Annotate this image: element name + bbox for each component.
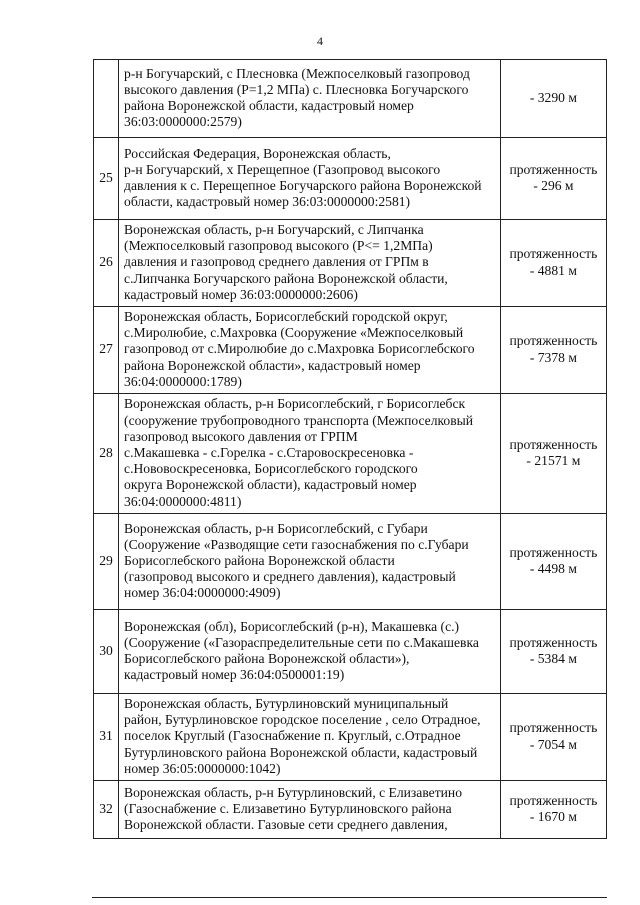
length-cell <box>500 307 606 394</box>
length-cell <box>500 394 606 514</box>
length-value: - 7054 м <box>529 736 577 752</box>
description-line: с.Липчанка Богучарского района Воронежской области, <box>124 270 448 286</box>
object-description <box>119 60 501 138</box>
length-cell <box>500 694 606 781</box>
length-value: - 1670 м <box>529 809 577 825</box>
length-value: - 296 м <box>533 178 574 193</box>
table-row <box>94 138 607 220</box>
object-description <box>119 394 501 514</box>
description-line: с.Макашевка - с.Горелка - с.Старовоскресеновка - <box>124 444 414 460</box>
description-line: давления и газопровод среднего давления от ГРПм в <box>124 254 429 270</box>
object-description <box>119 220 501 307</box>
length-cell <box>500 781 606 839</box>
description-line: кадастровый номер 36:04:0500001:19) <box>124 667 345 683</box>
description-line: р-н Богучарский, х Перещепное (Газопровод высокого <box>124 161 441 177</box>
row-number <box>94 60 119 138</box>
length-value: - 4498 м <box>529 561 577 577</box>
length-label: протяженность <box>509 544 598 560</box>
length-cell <box>500 60 606 138</box>
description-line: номер 36:04:0000000:4909) <box>124 585 281 601</box>
description-line: (Газоснабжение с. Елизаветино Бутурлиновского района <box>124 800 452 816</box>
description-line: район, Бутурлиновское городское поселение , село Отрадное, <box>124 712 481 728</box>
description-line: Воронежская область, р-н Бутурлиновский, с Елизаветино <box>124 784 462 800</box>
description-line: с.Нововоскресеновка, Борисоглебского городского <box>124 461 418 477</box>
registry-table-body <box>94 60 607 839</box>
length-value: - 21571 м <box>526 453 581 469</box>
description-line: (Межпоселковый газопровод высокого (Р<= 1,2МПа) <box>124 238 433 254</box>
description-line: (сооружение трубопроводного транспорта (Межпоселковый <box>124 412 474 428</box>
length-label: протяженность <box>509 792 598 808</box>
description-line: Воронежская область, р-н Борисоглебский, г Борисоглебск <box>124 396 466 412</box>
length-cell <box>500 220 606 307</box>
table-row <box>94 220 607 307</box>
length-value: - 4881 м <box>529 262 577 278</box>
table-row <box>94 60 607 138</box>
length-label: протяженность <box>509 161 598 177</box>
row-number: 30 <box>94 610 119 694</box>
table-row <box>94 781 607 839</box>
description-line: Воронежская область, Борисоглебский городской округ, <box>124 309 448 325</box>
description-line: Воронежской области. Газовые сети среднего давления, <box>124 817 448 833</box>
row-number: 32 <box>94 781 119 839</box>
description-line: 36:03:0000000:2579) <box>124 114 242 130</box>
object-description <box>119 307 501 394</box>
description-line: давления к с. Перещепное Богучарского района Воронежской <box>124 178 482 193</box>
description-line: 36:04:0000000:4811) <box>124 493 242 509</box>
table-row <box>94 610 607 694</box>
length-label: протяженность <box>509 246 598 262</box>
description-line: Воронежская область, Бутурлиновский муниципальный <box>124 696 449 712</box>
page-number: 4 <box>317 34 323 48</box>
table-row <box>94 394 607 514</box>
length-label: протяженность <box>509 436 598 452</box>
table-row <box>94 514 607 610</box>
length-label: протяженность <box>509 720 598 736</box>
object-description <box>119 138 501 220</box>
length-label: протяженность <box>509 333 598 349</box>
description-line: номер 36:05:0000000:1042) <box>124 760 281 776</box>
length-label: протяженность <box>509 634 598 650</box>
row-number: 25 <box>94 138 119 220</box>
length-value: - 7378 м <box>529 349 577 365</box>
row-number: 26 <box>94 220 119 307</box>
table-row <box>94 307 607 394</box>
description-line: высокого давления (Р=1,2 МПа) с. Плесновка Богучарского <box>124 81 469 97</box>
object-description <box>119 514 501 610</box>
description-line: Воронежская область, р-н Борисоглебский, с Губари <box>124 520 428 536</box>
description-line: кадастровый номер 36:03:0000000:2606) <box>124 286 358 302</box>
description-line: поселок Круглый (Газоснабжение п. Круглый, с.Отрадное <box>124 728 461 744</box>
object-description <box>119 781 501 839</box>
registry-table <box>93 59 607 839</box>
row-number: 28 <box>94 394 119 514</box>
description-line: Борисоглебского района Воронежской области <box>124 552 395 568</box>
object-description <box>119 694 501 781</box>
description-line: газопровод высокого давления от ГРПМ <box>124 428 358 444</box>
description-line: Воронежская область, р-н Богучарский, с Липчанка <box>124 222 424 237</box>
row-number: 31 <box>94 694 119 781</box>
bottom-divider <box>92 897 607 898</box>
description-line: газопровод от с.Миролюбие до с.Махровка Борисоглебского <box>124 341 475 357</box>
description-line: Бутурлиновского района Воронежской области, кадастровый <box>124 744 478 760</box>
description-line: района Воронежской области», кадастровый номер <box>124 357 421 373</box>
description-line: (Сооружение «Разводящие сети газоснабжения по с.Губари <box>124 536 469 552</box>
description-line: (газопровод высокого и среднего давления), кадастровый <box>124 569 456 585</box>
length-value: - 3290 м <box>529 89 577 105</box>
description-line: района Воронежской области, кадастровый номер <box>124 98 414 113</box>
description-line: р-н Богучарский, с Плесновка (Межпоселковый газопровод <box>124 65 470 81</box>
length-cell <box>500 514 606 610</box>
description-line: Российская Федерация, Воронежская область, <box>124 145 391 161</box>
description-line: (Сооружение («Газораспределительные сети по с.Макашевка <box>124 634 479 650</box>
length-cell <box>500 610 606 694</box>
description-line: округа Воронежской области), кадастровый номер <box>124 477 417 493</box>
row-number: 29 <box>94 514 119 610</box>
length-value: - 5384 м <box>529 651 577 667</box>
description-line: 36:04:0000000:1789) <box>124 373 242 389</box>
row-number: 27 <box>94 307 119 394</box>
description-line: с.Миролюбие, с.Махровка (Сооружение «Межпоселковый <box>124 325 464 341</box>
length-cell <box>500 138 606 220</box>
description-line: Воронежская (обл), Борисоглебский (р-н), Макашевка (с.) <box>124 618 460 634</box>
description-line: области, кадастровый номер 36:03:0000000:2581) <box>124 194 411 210</box>
object-description <box>119 610 501 694</box>
description-line: Борисоглебского района Воронежской области»), <box>124 651 410 667</box>
table-row <box>94 694 607 781</box>
